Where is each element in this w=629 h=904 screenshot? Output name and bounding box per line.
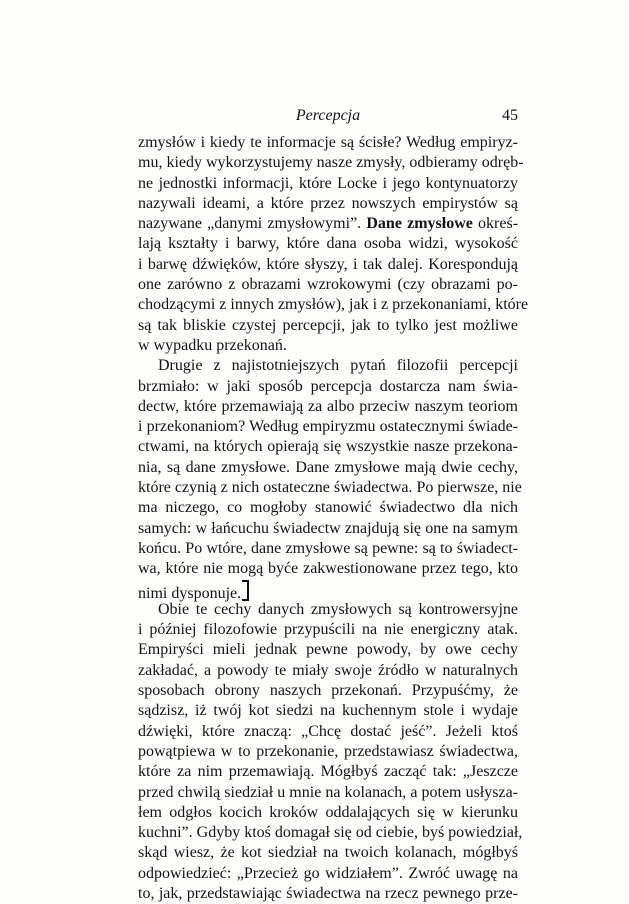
running-header <box>138 105 518 127</box>
body-text <box>138 133 529 904</box>
text-line: Obie te cechy danych zmysłowych są kontrowersyjne <box>158 600 518 618</box>
bold-term: Dane zmysłowe <box>366 215 473 233</box>
page-number: 45 <box>502 107 518 124</box>
text-line: samych: w łańcuchu świadectw znajdują się one na samym <box>138 519 518 537</box>
text-line: powątpiewa w to przekonanie, przedstawiasz świadectwa, <box>138 742 518 760</box>
text-line: w wypadku przekonań. <box>138 336 287 354</box>
text-line <box>138 580 518 600</box>
text-line: brzmiało: w jaki sposób percepcja dostarcza nam świa- <box>138 377 518 395</box>
text-segment: nimi dysponuje. <box>138 584 242 602</box>
text-line: kuchni”. Gdyby ktoś domagał się od ciebie, byś powiedział, <box>138 824 523 842</box>
text-line: i przekonaniom? Według empiryzmu ostatecznymi świade- <box>138 418 518 436</box>
text-line: sposobach obrony naszych przekonań. Przypuśćmy, że <box>138 682 518 700</box>
text-line: mu, kiedy wykorzystujemy nasze zmysły, odbieramy odręb- <box>138 154 524 172</box>
text-line: które czynią z nich ostateczne świadectwa. Po pierwsze, nie <box>138 479 522 497</box>
running-title: Percepcja <box>295 107 361 124</box>
text-line: odpowiedzieć: „Przecież go widziałem”. Zwróć uwagę na <box>138 864 518 882</box>
text-line <box>138 214 518 234</box>
text-line: które za nim przemawiają. Mógłbyś zacząć tak: „Jeszcze <box>138 763 518 781</box>
text-line: są tak bliskie czystej percepcji, jak to tylko jest możliwe <box>138 316 518 334</box>
text-line: to, jak, przedstawiając świadectwa na rzecz pewnego prze- <box>138 884 518 902</box>
text-line: chodzącymi z innych zmysłów), jak i z przekonaniami, które <box>138 296 529 314</box>
text-line: ctwami, na których opierają się wszystkie nasze przekona- <box>138 438 518 456</box>
text-line: skąd wiesz, że kot siedział na twoich kolanach, mógłbyś <box>138 844 518 862</box>
text-cursor-mark <box>242 580 249 601</box>
text-line: Empiryści mieli jednak pewne powody, by owe cechy <box>138 641 518 659</box>
text-line: dectw, które przemawiają za albo przeciw naszym teoriom <box>138 397 518 415</box>
text-line: i barwę dźwięków, które słyszy, i tak dalej. Korespondują <box>138 255 518 273</box>
text-line: zakładać, a powody te miały swoje źródło w naturalnych <box>138 661 518 679</box>
text-segment: nazywane „danymi zmysłowymi”. <box>138 215 362 233</box>
text-line: nazywali ideami, a które przez nowszych empirystów są <box>138 194 518 212</box>
text-line: zmysłów i kiedy te informacje są ścisłe? Według empiryz- <box>138 134 518 151</box>
text-line: końcu. Po wtóre, dane zmysłowe są pewne: są to świadect- <box>138 539 518 557</box>
text-line: lają kształty i barwy, które dana osoba widzi, wysokość <box>138 235 518 253</box>
text-line: wa, które nie mogą byće zakwestionowane przez tego, kto <box>138 560 518 578</box>
text-line: sądzisz, iż twój kot siedzi na kuchennym stole i wydaje <box>138 702 518 720</box>
text-line: one zarówno z obrazami wzrokowymi (czy obrazami po- <box>138 276 518 294</box>
text-line: nia, są dane zmysłowe. Dane zmysłowe mają dwie cechy, <box>138 458 518 476</box>
text-segment: okreś- <box>478 215 519 233</box>
text-line: i później filozofowie przypuścili na nie energiczny atak. <box>138 621 518 639</box>
text-line: łem odgłos kocich kroków oddalających się w kierunku <box>138 803 518 821</box>
text-line: dźwięki, które znaczą: „Chcę dostać jeść”. Jeżeli ktoś <box>138 722 518 740</box>
text-line: ne jednostki informacji, które Locke i jego kontynuatorzy <box>138 174 518 192</box>
text-line: Drugie z najistotniejszych pytań filozofii percepcji <box>158 357 518 375</box>
text-line: przed chwilą siedział u mnie na kolanach, a potem usłysza- <box>138 783 518 801</box>
text-line: ma niczego, co mogłoby stanowić świadectwo dla nich <box>138 499 518 517</box>
